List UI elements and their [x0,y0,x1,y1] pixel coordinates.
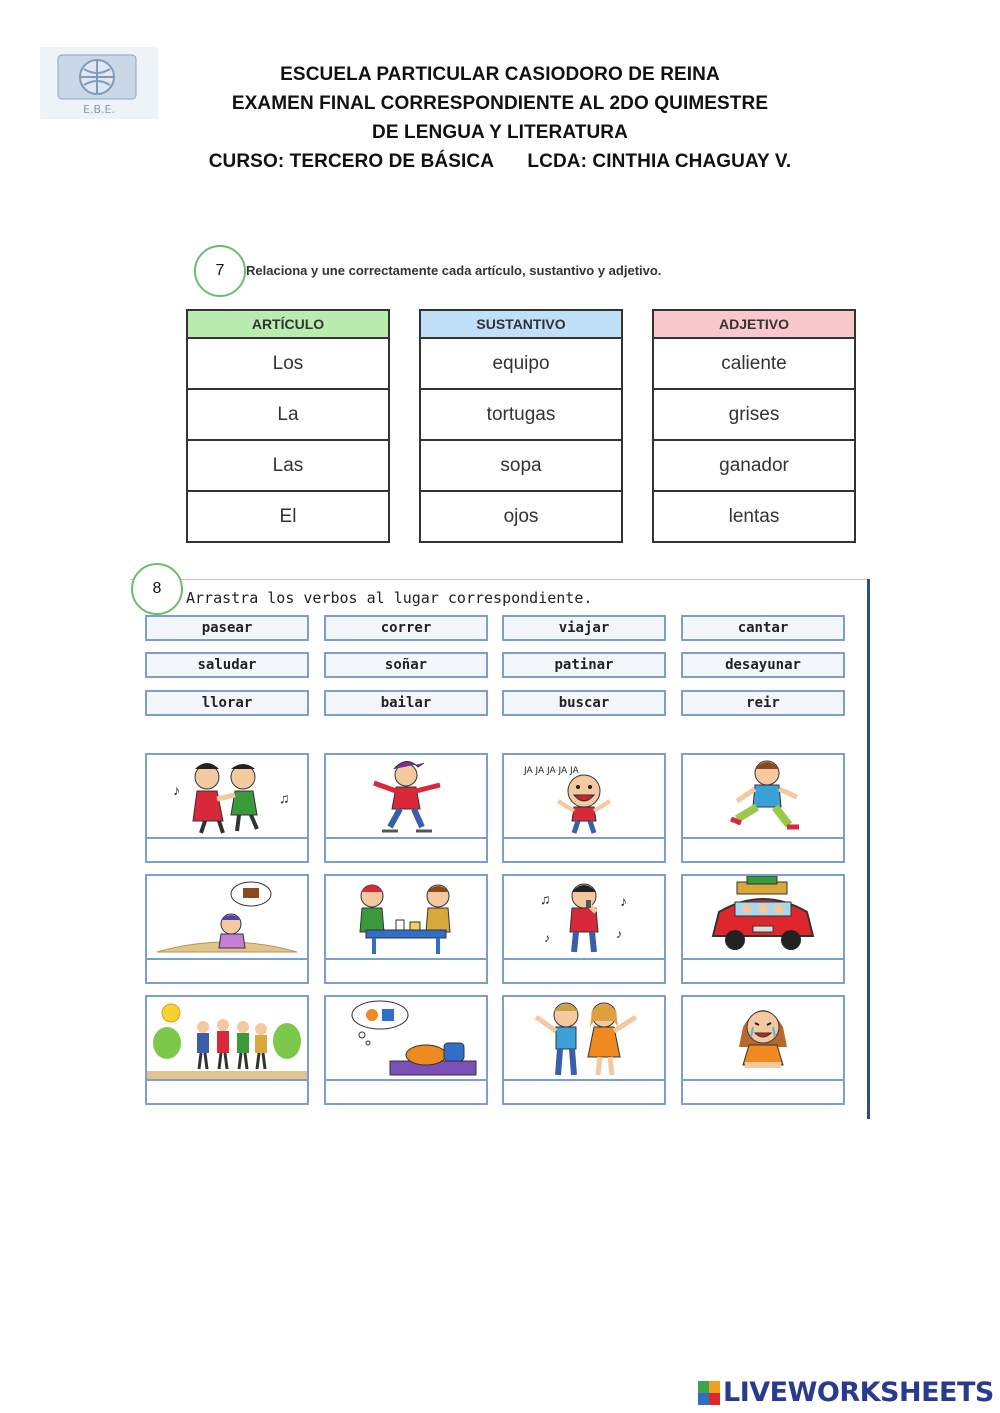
verb-chip[interactable]: patinar [502,652,666,678]
question-7-number: 7 [194,245,246,297]
panel-border [867,579,870,1119]
answer-drop-slot[interactable] [147,1079,307,1103]
picture-card [145,995,309,1105]
svg-text:♫: ♫ [279,790,290,806]
verb-chip[interactable]: buscar [502,690,666,716]
verb-chip[interactable]: bailar [324,690,488,716]
word-cell[interactable]: Los [272,352,304,374]
verb-chip[interactable]: correr [324,615,488,641]
answer-drop-slot[interactable] [683,958,843,982]
breakfast-couple-icon [326,876,486,960]
subject-title: DE LENGUA Y LITERATURA [372,122,628,143]
verb-chip[interactable]: cantar [681,615,845,641]
laugh-caption: JA JA JA JA JA [524,766,579,776]
column-header: SUSTANTIVO [421,311,621,339]
word-cell[interactable]: Las [188,439,388,490]
liveworksheets-brand [698,1377,994,1408]
answer-drop-slot[interactable] [326,958,486,982]
verb-chip[interactable]: pasear [145,615,309,641]
answer-drop-slot[interactable] [147,958,307,982]
svg-text:♪: ♪ [173,782,180,798]
picture-card [324,874,488,984]
picture-card [681,753,845,863]
running-boy-icon [683,755,843,839]
exam-header [0,60,1000,176]
word-cell[interactable]: El [188,490,388,541]
answer-drop-slot[interactable] [683,837,843,861]
word-cell[interactable]: tortugas [421,388,621,439]
svg-text:♫: ♫ [540,891,551,907]
word-cell[interactable]: La [188,388,388,439]
treasure-digging-icon [147,876,307,960]
picture-card [502,753,666,863]
answer-drop-slot[interactable] [504,958,664,982]
answer-drop-slot[interactable] [326,837,486,861]
picture-card [145,874,309,984]
picture-card [324,753,488,863]
word-cell[interactable]: sopa [421,439,621,490]
column-adjetivo [652,309,856,543]
svg-text:♪: ♪ [620,893,627,909]
column-articulo [186,309,390,543]
word-cell[interactable]: ganador [654,439,854,490]
verb-chip[interactable]: reir [681,690,845,716]
picture-card [502,995,666,1105]
brand-logo-icon [698,1381,720,1405]
ice-skater-icon [326,755,486,839]
word-cell[interactable]: ojos [421,490,621,541]
column-sustantivo [419,309,623,543]
picture-card [502,874,666,984]
picture-card [681,874,845,984]
laughing-boy-icon [504,755,664,839]
column-header: ADJETIVO [654,311,854,339]
verb-chip[interactable]: saludar [145,652,309,678]
svg-text:♪: ♪ [544,931,550,945]
singing-boy-icon [504,876,664,960]
verb-chip[interactable]: llorar [145,690,309,716]
picture-card [145,753,309,863]
verb-chip[interactable]: viajar [502,615,666,641]
column-header: ARTÍCULO [188,311,388,339]
car-travel-icon [683,876,843,960]
svg-text:♪: ♪ [616,927,622,941]
picture-card [324,995,488,1105]
course-label: CURSO: TERCERO DE BÁSICA [208,151,495,172]
verb-chip[interactable]: soñar [324,652,488,678]
word-cell[interactable]: equipo [492,352,550,374]
picture-card [681,995,845,1105]
family-walk-icon [147,997,307,1081]
crying-girl-icon [683,997,843,1081]
course-line [0,147,1000,176]
question-7-instruction: Relaciona y une correctamente cada artículo, sustantivo y adjetivo. [246,263,662,278]
divider [130,579,870,580]
word-cell[interactable]: grises [654,388,854,439]
answer-drop-slot[interactable] [683,1079,843,1103]
dancing-couple-icon [147,755,307,839]
verb-chip[interactable]: desayunar [681,652,845,678]
word-cell[interactable]: caliente [721,352,787,374]
brand-text: LIVEWORKSHEETS [723,1377,994,1408]
answer-drop-slot[interactable] [504,1079,664,1103]
logo-text: E.B.E. [83,103,115,116]
waving-kids-icon [504,997,664,1081]
answer-drop-slot[interactable] [504,837,664,861]
exam-title: EXAMEN FINAL CORRESPONDIENTE AL 2DO QUIMESTRE [231,93,769,114]
answer-drop-slot[interactable] [326,1079,486,1103]
question-8-number: 8 [131,563,183,615]
question-8-instruction: Arrastra los verbos al lugar correspondiente. [186,589,593,607]
teacher-label: LCDA: CINTHIA CHAGUAY V. [527,151,792,172]
word-cell[interactable]: lentas [654,490,854,541]
answer-drop-slot[interactable] [147,837,307,861]
school-name: ESCUELA PARTICULAR CASIODORO DE REINA [280,64,720,85]
dreaming-cat-icon [326,997,486,1081]
